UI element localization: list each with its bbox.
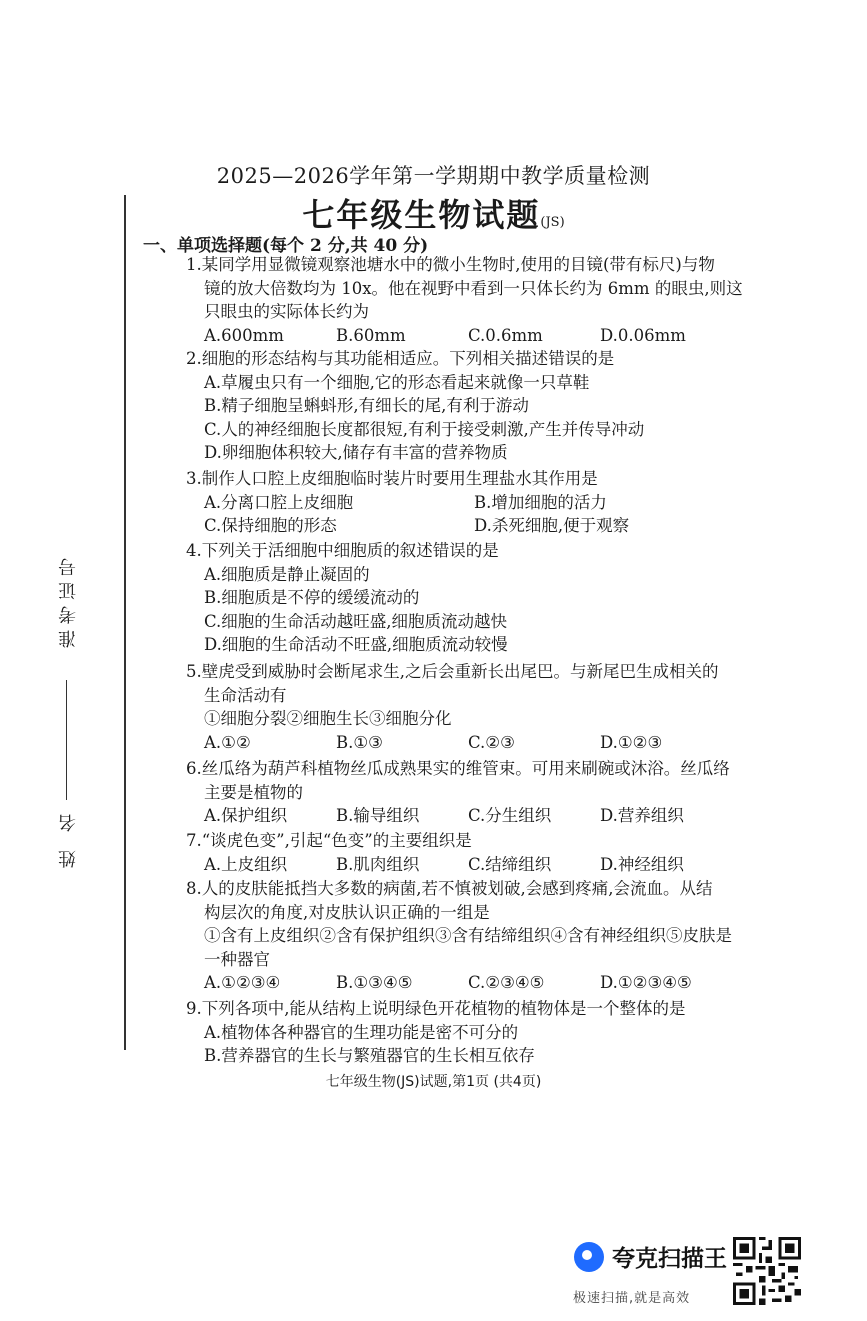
question-6 [186,757,786,828]
option-a: A.草履虫只有一个细胞,它的形态看起来就像一只草鞋 [204,372,590,392]
option-d: D.①②③④⑤ [600,973,692,993]
question-8 [186,877,786,995]
options-row [186,731,786,755]
subject-title [0,190,867,236]
option-c: C.0.6mm [468,325,543,345]
option-d: D.营养组织 [600,806,684,826]
option-b: B.肌肉组织 [336,854,420,874]
options-row [186,491,786,515]
question-line: ①细胞分裂②细胞生长③细胞分化 [204,709,452,729]
exam-title: 2025—2026学年第一学期期中教学质量检测 [216,164,651,188]
question-line: 生命活动有 [204,685,287,705]
option-b: B.输导组织 [336,806,420,826]
option-b: B.精子细胞呈蝌蚪形,有细长的尾,有利于游动 [204,396,529,416]
question-5 [186,660,786,754]
question-line: 构层次的角度,对皮肤认识正确的一组是 [204,902,490,922]
question-7 [186,829,786,876]
name-label: 姓 名 [58,808,79,868]
option-a: A.分离口腔上皮细胞 [204,492,354,512]
question-line: 只眼虫的实际体长约为 [204,302,369,322]
option-b: B.60mm [336,325,406,345]
exam-number-underline [66,680,67,800]
option-d: D.神经组织 [600,854,684,874]
question-line: 1.某同学用显微镜观察池塘水中的微小生物时,使用的目镜(带有标尺)与物 [186,255,715,274]
question-line: ①含有上皮组织②含有保护组织③含有结缔组织④含有神经组织⑤皮肤是 [204,926,732,946]
question-3 [186,467,786,538]
options-row [186,804,786,828]
option-a: A.保护组织 [204,806,288,826]
option-b: B.细胞质是不停的缓缓流动的 [204,588,420,608]
option-c: C.细胞的生命活动越旺盛,细胞质流动越快 [204,611,508,631]
question-line: 7.“谈虎色变”,引起“色变”的主要组织是 [186,831,472,850]
option-c: C.结缔组织 [468,854,552,874]
options-row [186,514,786,538]
question-line: 8.人的皮肤能抵挡大多数的病菌,若不慎被划破,会感到疼痛,会流血。从结 [186,879,713,898]
question-2 [186,347,786,465]
option-c: C.②③④⑤ [468,973,545,993]
quark-logo-icon [574,1242,604,1272]
option-d: D.细胞的生命活动不旺盛,细胞质流动较慢 [204,635,508,655]
page-footer: 七年级生物(JS)试题,第1页 (共4页) [325,1074,542,1090]
question-line: 5.壁虎受到威胁时会断尾求生,之后会重新长出尾巴。与新尾巴生成相关的 [186,662,719,681]
option-d: D.卵细胞体积较大,储存有丰富的营养物质 [204,443,508,463]
exam-number-label: 准考证号 [58,552,79,648]
option-a: A.细胞质是静止凝固的 [204,564,370,584]
option-c: C.人的神经细胞长度都很短,有利于接受刺激,产生并传导冲动 [204,419,645,439]
options-row [186,853,786,877]
scanner-watermark [574,1240,727,1273]
option-b: B.①③ [336,732,383,752]
options-row [186,971,786,995]
question-1 [186,253,786,347]
question-line: 2.细胞的形态结构与其功能相适应。下列相关描述错误的是 [186,349,615,368]
option-d: D.①②③ [600,732,663,752]
question-line: 6.丝瓜络为葫芦科植物丝瓜成熟果实的维管束。可用来刷碗或沐浴。丝瓜络 [186,759,730,778]
option-b: B.增加细胞的活力 [474,492,607,512]
option-b: B.①③④⑤ [336,973,413,993]
question-line: 镜的放大倍数均为 10x。他在视野中看到一只体长约为 6mm 的眼虫,则这 [204,278,743,298]
question-line: 3.制作人口腔上皮细胞临时装片时要用生理盐水其作用是 [186,469,598,488]
option-a: A.600mm [204,325,284,345]
option-a: A.上皮组织 [204,854,288,874]
option-c: C.分生组织 [468,806,552,826]
option-d: D.0.06mm [600,325,686,345]
question-line: 4.下列关于活细胞中细胞质的叙述错误的是 [186,541,499,560]
question-line: 一种器官 [204,949,270,969]
option-d: D.杀死细胞,便于观察 [474,516,630,536]
option-b: B.营养器官的生长与繁殖器官的生长相互依存 [204,1046,535,1066]
option-a: A.①②③④ [204,973,281,993]
question-4 [186,539,786,657]
section-title: 一、单项选择题(每个 2 分,共 40 分) [143,236,429,256]
question-line: 9.下列各项中,能从结构上说明绿色开花植物的植物体是一个整体的是 [186,999,686,1018]
qr-code-icon [733,1237,801,1305]
option-c: C.②③ [468,732,515,752]
option-a: A.植物体各种器官的生理功能是密不可分的 [204,1022,519,1042]
brand-slogan: 极速扫描,就是高效 [573,1291,691,1306]
brand-name: 夸克扫描王 [612,1246,727,1272]
subject-suffix: (JS) [540,215,565,230]
options-row [186,324,786,348]
option-c: C.保持细胞的形态 [204,516,337,536]
question-9 [186,997,786,1068]
binding-margin-line [124,195,126,1050]
question-line: 主要是植物的 [204,782,303,802]
subject-title-text: 七年级生物试题 [302,196,541,234]
option-a: A.①② [204,732,251,752]
